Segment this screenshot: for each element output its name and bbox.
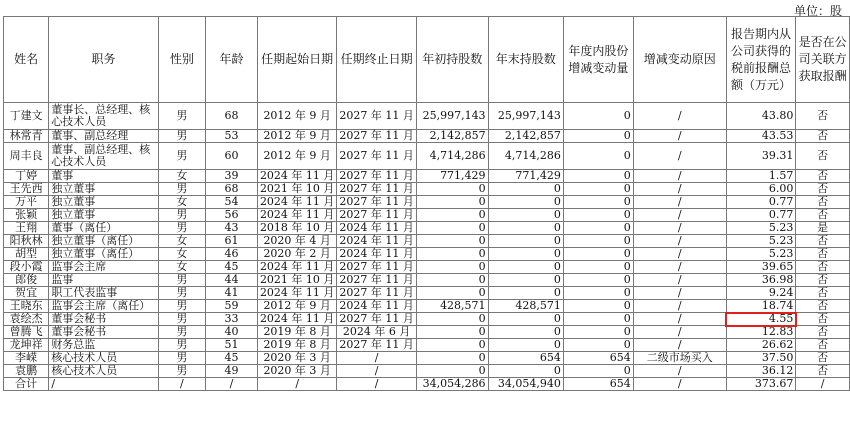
cell-begin-shares: 0	[416, 261, 488, 274]
cell-position: 财务总监	[49, 339, 158, 352]
cell-end-shares: 0	[488, 209, 563, 222]
cell-name: 袁绘杰	[4, 313, 49, 326]
cell-term-start: 2020 年 4 月	[257, 235, 336, 248]
table-total-row	[4, 378, 850, 391]
cell-related-party-pay: 否	[796, 326, 850, 339]
cell-gender: 男	[158, 287, 205, 300]
cell-related-party-pay: /	[796, 378, 850, 391]
cell-position: 监事会主席	[49, 261, 158, 274]
cell-position: 董事	[49, 170, 158, 183]
cell-end-shares: 771,429	[488, 170, 563, 183]
cell-pretax-pay: 39.31	[726, 143, 796, 170]
cell-name: 龙坤祥	[4, 339, 49, 352]
cell-change-reason: /	[633, 222, 726, 235]
cell-change-reason: /	[633, 103, 726, 130]
cell-position: 核心技术人员	[49, 352, 158, 365]
cell-position: 董事会秘书	[49, 326, 158, 339]
cell-term-end: 2027 年 11 月	[337, 287, 416, 300]
table-row	[4, 235, 850, 248]
cell-begin-shares: 0	[416, 196, 488, 209]
header-age: 年龄	[206, 17, 258, 103]
cell-share-change: 0	[563, 339, 633, 352]
cell-begin-shares: 428,571	[416, 300, 488, 313]
cell-related-party-pay: 否	[796, 248, 850, 261]
cell-pretax-pay: 5.23	[726, 248, 796, 261]
cell-name: 段小霞	[4, 261, 49, 274]
cell-pretax-pay: 39.65	[726, 261, 796, 274]
cell-term-end: 2027 年 11 月	[337, 209, 416, 222]
cell-position: 董事（离任）	[49, 222, 158, 235]
cell-name: 林常青	[4, 130, 49, 143]
table-row	[4, 339, 850, 352]
cell-gender: 女	[158, 235, 205, 248]
cell-name: 王先西	[4, 183, 49, 196]
cell-position: 监事会主席（离任）	[49, 300, 158, 313]
cell-end-shares: 34,054,940	[488, 378, 563, 391]
header-name: 姓名	[4, 17, 49, 103]
cell-related-party-pay: 否	[796, 287, 850, 300]
cell-gender: 男	[158, 103, 205, 130]
cell-end-shares: 25,997,143	[488, 103, 563, 130]
cell-related-party-pay: 否	[796, 365, 850, 378]
header-related-party-pay: 是否在公司关联方获取报酬	[796, 17, 850, 103]
cell-name: 袁鹏	[4, 365, 49, 378]
cell-position: 董事、副总经理	[49, 130, 158, 143]
cell-change-reason: /	[633, 235, 726, 248]
cell-gender: 男	[158, 130, 205, 143]
cell-position: 独立董事（离任）	[49, 235, 158, 248]
cell-term-start: 2012 年 9 月	[257, 130, 336, 143]
cell-begin-shares: 25,997,143	[416, 103, 488, 130]
cell-change-reason: /	[633, 248, 726, 261]
cell-pretax-pay: 12.83	[726, 326, 796, 339]
cell-age: 68	[206, 103, 258, 130]
cell-age: 49	[206, 365, 258, 378]
cell-change-reason: /	[633, 313, 726, 326]
cell-name: 王晓东	[4, 300, 49, 313]
cell-related-party-pay: 是	[796, 222, 850, 235]
cell-pretax-pay: 9.24	[726, 287, 796, 300]
cell-share-change: 0	[563, 209, 633, 222]
cell-age: 39	[206, 170, 258, 183]
cell-gender: 男	[158, 339, 205, 352]
cell-pretax-pay: 18.74	[726, 300, 796, 313]
cell-end-shares: 0	[488, 365, 563, 378]
cell-term-start: 2012 年 9 月	[257, 103, 336, 130]
cell-end-shares: 0	[488, 235, 563, 248]
cell-change-reason: /	[633, 378, 726, 391]
cell-name: 郎俊	[4, 274, 49, 287]
cell-term-start: 2012 年 9 月	[257, 143, 336, 170]
cell-gender: 男	[158, 300, 205, 313]
table-row	[4, 365, 850, 378]
cell-begin-shares: 34,054,286	[416, 378, 488, 391]
cell-term-start: 2012 年 9 月	[257, 300, 336, 313]
cell-begin-shares: 0	[416, 339, 488, 352]
cell-term-start: 2024 年 11 月	[257, 196, 336, 209]
cell-age: 51	[206, 339, 258, 352]
cell-begin-shares: 0	[416, 313, 488, 326]
header-share-change: 年度内股份增减变动量	[563, 17, 633, 103]
cell-term-end: 2027 年 11 月	[337, 170, 416, 183]
cell-change-reason: /	[633, 130, 726, 143]
cell-age: 45	[206, 261, 258, 274]
cell-position: /	[49, 378, 158, 391]
cell-term-start: 2024 年 11 月	[257, 209, 336, 222]
cell-end-shares: 0	[488, 183, 563, 196]
cell-change-reason: /	[633, 365, 726, 378]
cell-age: 59	[206, 300, 258, 313]
cell-share-change: 654	[563, 378, 633, 391]
cell-begin-shares: 0	[416, 274, 488, 287]
cell-related-party-pay: 否	[796, 209, 850, 222]
cell-age: 45	[206, 352, 258, 365]
cell-change-reason: /	[633, 274, 726, 287]
cell-related-party-pay: 否	[796, 261, 850, 274]
cell-term-end: 2027 年 11 月	[337, 261, 416, 274]
cell-end-shares: 0	[488, 261, 563, 274]
cell-term-end: 2027 年 11 月	[337, 130, 416, 143]
table-row	[4, 248, 850, 261]
cell-gender: 男	[158, 274, 205, 287]
cell-end-shares: 0	[488, 248, 563, 261]
cell-share-change: 654	[563, 352, 633, 365]
cell-share-change: 0	[563, 365, 633, 378]
cell-related-party-pay: 否	[796, 352, 850, 365]
table-row	[4, 222, 850, 235]
header-end-shares: 年末持股数	[488, 17, 563, 103]
cell-term-start: 2021 年 10 月	[257, 274, 336, 287]
cell-pretax-pay: 4.55	[726, 313, 796, 326]
cell-term-start: 2024 年 11 月	[257, 261, 336, 274]
table-row	[4, 130, 850, 143]
cell-age: 40	[206, 326, 258, 339]
cell-pretax-pay: 5.23	[726, 222, 796, 235]
cell-end-shares: 0	[488, 196, 563, 209]
cell-term-end: /	[337, 378, 416, 391]
cell-share-change: 0	[563, 313, 633, 326]
cell-pretax-pay: 36.12	[726, 365, 796, 378]
cell-change-reason: /	[633, 339, 726, 352]
cell-age: 61	[206, 235, 258, 248]
cell-term-end: /	[337, 365, 416, 378]
cell-term-end: 2027 年 11 月	[337, 274, 416, 287]
cell-name: 贺宜	[4, 287, 49, 300]
cell-age: 68	[206, 183, 258, 196]
cell-name: 李嵘	[4, 352, 49, 365]
cell-end-shares: 0	[488, 274, 563, 287]
cell-age: 41	[206, 287, 258, 300]
cell-related-party-pay: 否	[796, 103, 850, 130]
table-row	[4, 261, 850, 274]
cell-related-party-pay: 否	[796, 170, 850, 183]
cell-position: 独立董事	[49, 196, 158, 209]
table-row	[4, 103, 850, 130]
cell-term-start: 2020 年 2 月	[257, 248, 336, 261]
cell-term-start: 2019 年 8 月	[257, 339, 336, 352]
cell-related-party-pay: 否	[796, 235, 850, 248]
cell-end-shares: 0	[488, 339, 563, 352]
cell-term-end: 2024 年 11 月	[337, 248, 416, 261]
cell-pretax-pay: 36.98	[726, 274, 796, 287]
table-row	[4, 326, 850, 339]
table-row	[4, 287, 850, 300]
cell-gender: 女	[158, 248, 205, 261]
cell-begin-shares: 0	[416, 183, 488, 196]
cell-change-reason: /	[633, 300, 726, 313]
cell-pretax-pay: 37.50	[726, 352, 796, 365]
table-row	[4, 170, 850, 183]
cell-position: 职工代表监事	[49, 287, 158, 300]
cell-position: 董事、副总经理、核心技术人员	[49, 143, 158, 170]
header-begin-shares: 年初持股数	[416, 17, 488, 103]
cell-term-start: /	[257, 378, 336, 391]
cell-position: 独立董事（离任）	[49, 248, 158, 261]
unit-label: 单位：股	[793, 4, 842, 18]
cell-gender: /	[158, 378, 205, 391]
cell-term-end: 2027 年 11 月	[337, 143, 416, 170]
cell-age: /	[206, 378, 258, 391]
table-row	[4, 196, 850, 209]
cell-term-end: 2027 年 11 月	[337, 339, 416, 352]
table-row	[4, 209, 850, 222]
cell-term-end: 2024 年 11 月	[337, 300, 416, 313]
cell-end-shares: 0	[488, 326, 563, 339]
cell-begin-shares: 0	[416, 326, 488, 339]
cell-change-reason: /	[633, 170, 726, 183]
cell-name: 合计	[4, 378, 49, 391]
cell-begin-shares: 0	[416, 248, 488, 261]
cell-change-reason: /	[633, 209, 726, 222]
cell-name: 王翔	[4, 222, 49, 235]
cell-change-reason: /	[633, 326, 726, 339]
cell-term-start: 2024 年 11 月	[257, 170, 336, 183]
cell-name: 丁婷	[4, 170, 49, 183]
cell-pretax-pay: 6.00	[726, 183, 796, 196]
header-change-reason: 增减变动原因	[633, 17, 726, 103]
cell-share-change: 0	[563, 130, 633, 143]
cell-change-reason: /	[633, 287, 726, 300]
cell-pretax-pay: 0.77	[726, 209, 796, 222]
cell-term-end: 2024 年 6 月	[337, 326, 416, 339]
cell-age: 43	[206, 222, 258, 235]
cell-position: 监事	[49, 274, 158, 287]
cell-position: 独立董事	[49, 183, 158, 196]
cell-related-party-pay: 否	[796, 274, 850, 287]
cell-pretax-pay: 0.77	[726, 196, 796, 209]
cell-term-start: 2020 年 3 月	[257, 352, 336, 365]
cell-share-change: 0	[563, 222, 633, 235]
cell-gender: 男	[158, 313, 205, 326]
header-term-start: 任期起始日期	[257, 17, 336, 103]
cell-gender: 男	[158, 365, 205, 378]
cell-related-party-pay: 否	[796, 196, 850, 209]
cell-term-end: 2027 年 11 月	[337, 313, 416, 326]
cell-change-reason: /	[633, 261, 726, 274]
cell-age: 60	[206, 143, 258, 170]
cell-gender: 女	[158, 261, 205, 274]
cell-gender: 男	[158, 352, 205, 365]
table-row	[4, 313, 850, 326]
cell-gender: 男	[158, 209, 205, 222]
cell-end-shares: 428,571	[488, 300, 563, 313]
cell-position: 董事会秘书	[49, 313, 158, 326]
cell-term-start: 2024 年 11 月	[257, 313, 336, 326]
cell-related-party-pay: 否	[796, 130, 850, 143]
cell-pretax-pay: 26.62	[726, 339, 796, 352]
cell-begin-shares: 0	[416, 209, 488, 222]
header-position: 职务	[49, 17, 158, 103]
cell-term-start: 2020 年 3 月	[257, 365, 336, 378]
cell-end-shares: 4,714,286	[488, 143, 563, 170]
cell-term-end: 2024 年 11 月	[337, 222, 416, 235]
cell-gender: 男	[158, 183, 205, 196]
cell-age: 46	[206, 248, 258, 261]
cell-gender: 女	[158, 170, 205, 183]
cell-name: 丁建文	[4, 103, 49, 130]
table-row	[4, 183, 850, 196]
cell-related-party-pay: 否	[796, 183, 850, 196]
cell-gender: 男	[158, 326, 205, 339]
cell-position: 核心技术人员	[49, 365, 158, 378]
cell-name: 胡型	[4, 248, 49, 261]
cell-end-shares: 654	[488, 352, 563, 365]
cell-end-shares: 0	[488, 287, 563, 300]
cell-pretax-pay: 373.67	[726, 378, 796, 391]
cell-pretax-pay: 43.53	[726, 130, 796, 143]
table-row	[4, 143, 850, 170]
cell-share-change: 0	[563, 143, 633, 170]
cell-end-shares: 2,142,857	[488, 130, 563, 143]
cell-term-start: 2024 年 11 月	[257, 287, 336, 300]
cell-change-reason: /	[633, 183, 726, 196]
cell-share-change: 0	[563, 183, 633, 196]
cell-share-change: 0	[563, 235, 633, 248]
cell-related-party-pay: 否	[796, 339, 850, 352]
header-term-end: 任期终止日期	[337, 17, 416, 103]
cell-related-party-pay: 否	[796, 300, 850, 313]
cell-end-shares: 0	[488, 222, 563, 235]
cell-pretax-pay: 43.80	[726, 103, 796, 130]
cell-position: 董事长、总经理、核心技术人员	[49, 103, 158, 130]
cell-term-start: 2019 年 8 月	[257, 326, 336, 339]
cell-term-start: 2018 年 10 月	[257, 222, 336, 235]
executive-holdings-table	[3, 16, 850, 391]
header-gender: 性别	[158, 17, 205, 103]
table-row	[4, 352, 850, 365]
cell-share-change: 0	[563, 300, 633, 313]
cell-begin-shares: 0	[416, 287, 488, 300]
cell-term-start: 2021 年 10 月	[257, 183, 336, 196]
cell-begin-shares: 771,429	[416, 170, 488, 183]
cell-term-end: /	[337, 352, 416, 365]
table-header-row	[4, 17, 850, 103]
cell-change-reason: /	[633, 196, 726, 209]
cell-change-reason: 二级市场买入	[633, 352, 726, 365]
cell-share-change: 0	[563, 326, 633, 339]
cell-related-party-pay: 否	[796, 313, 850, 326]
cell-share-change: 0	[563, 196, 633, 209]
cell-name: 万平	[4, 196, 49, 209]
cell-change-reason: /	[633, 143, 726, 170]
cell-position: 独立董事	[49, 209, 158, 222]
cell-begin-shares: 4,714,286	[416, 143, 488, 170]
cell-begin-shares: 0	[416, 235, 488, 248]
cell-name: 曾腾飞	[4, 326, 49, 339]
cell-term-end: 2027 年 11 月	[337, 103, 416, 130]
cell-related-party-pay: 否	[796, 143, 850, 170]
cell-begin-shares: 2,142,857	[416, 130, 488, 143]
cell-term-end: 2027 年 11 月	[337, 183, 416, 196]
cell-name: 阳秋林	[4, 235, 49, 248]
cell-name: 张颖	[4, 209, 49, 222]
table-row	[4, 300, 850, 313]
cell-gender: 男	[158, 222, 205, 235]
cell-end-shares: 0	[488, 313, 563, 326]
cell-begin-shares: 0	[416, 365, 488, 378]
cell-share-change: 0	[563, 103, 633, 130]
cell-share-change: 0	[563, 274, 633, 287]
cell-pretax-pay: 1.57	[726, 170, 796, 183]
cell-share-change: 0	[563, 170, 633, 183]
cell-share-change: 0	[563, 287, 633, 300]
table-row	[4, 274, 850, 287]
cell-gender: 女	[158, 196, 205, 209]
cell-begin-shares: 0	[416, 222, 488, 235]
cell-term-end: 2024 年 11 月	[337, 235, 416, 248]
cell-age: 53	[206, 130, 258, 143]
cell-begin-shares: 0	[416, 352, 488, 365]
cell-age: 56	[206, 209, 258, 222]
cell-gender: 男	[158, 143, 205, 170]
header-pretax-pay: 报告期内从公司获得的税前报酬总额（万元）	[726, 17, 796, 103]
cell-term-end: 2027 年 11 月	[337, 196, 416, 209]
cell-name: 周丰良	[4, 143, 49, 170]
cell-age: 44	[206, 274, 258, 287]
cell-age: 54	[206, 196, 258, 209]
cell-share-change: 0	[563, 261, 633, 274]
cell-share-change: 0	[563, 248, 633, 261]
cell-age: 33	[206, 313, 258, 326]
cell-pretax-pay: 5.23	[726, 235, 796, 248]
